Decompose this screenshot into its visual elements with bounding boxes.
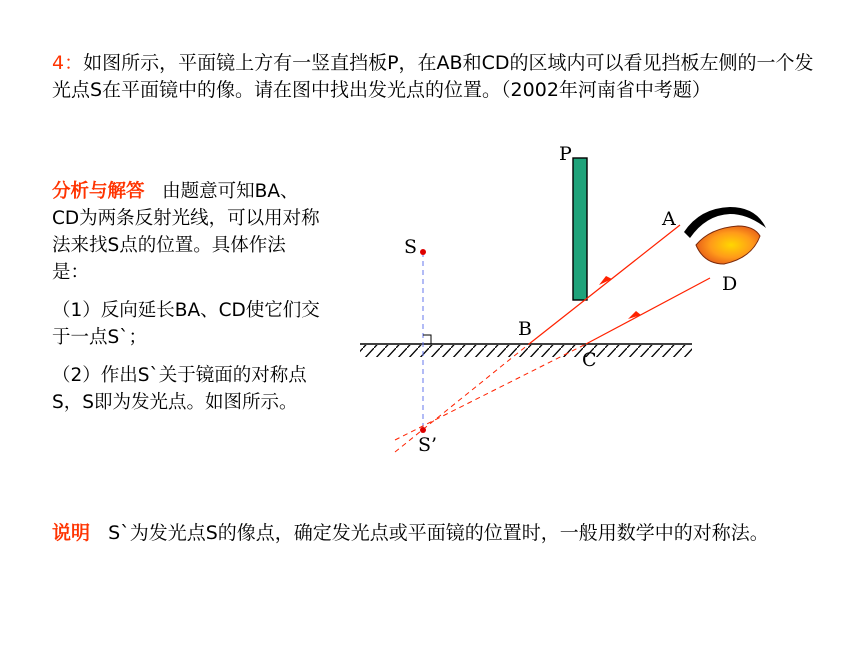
extension-cd xyxy=(395,344,586,440)
note-heading: 说明 xyxy=(52,522,91,544)
label-a: A xyxy=(662,208,676,230)
label-b: B xyxy=(518,318,532,340)
question-text: 如图所示，平面镜上方有一竖直挡板P，在AB和CD的区域内可以看见挡板左侧的一个发光点S在平面镜中的像。请在图中找出发光点的位置。（2002年河南省中考题） xyxy=(52,52,814,101)
analysis-step-2: （2）作出S`关于镜面的对称点S，S即为发光点。如图所示。 xyxy=(52,365,307,413)
point-s xyxy=(420,249,426,255)
label-s: S xyxy=(404,236,418,258)
ray-cd xyxy=(586,278,710,344)
label-p: P xyxy=(559,143,572,165)
note-block xyxy=(52,520,822,547)
analysis-heading: 分析与解答 xyxy=(52,181,145,202)
right-angle-mark xyxy=(423,335,431,344)
plane-mirror xyxy=(360,344,692,357)
label-d: D xyxy=(722,273,738,295)
eye-icon xyxy=(684,207,766,264)
analysis-step-1: （1）反向延长BA、CD使它们交于一点S`； xyxy=(52,300,320,348)
point-s-image xyxy=(420,427,426,433)
label-c: C xyxy=(582,349,597,371)
analysis-intro: 由题意可知BA、CD为两条反射光线，可以用对称法来找S点的位置。具体作法是： xyxy=(52,181,320,283)
barrier-p xyxy=(573,158,587,300)
extension-ba xyxy=(395,344,529,452)
question-number: 4： xyxy=(52,52,84,74)
ray-ba xyxy=(529,225,680,344)
note-text: S`为发光点S的像点，确定发光点或平面镜的位置时，一般用数学中的对称法。 xyxy=(108,522,769,544)
label-s-image: S’ xyxy=(418,434,438,456)
